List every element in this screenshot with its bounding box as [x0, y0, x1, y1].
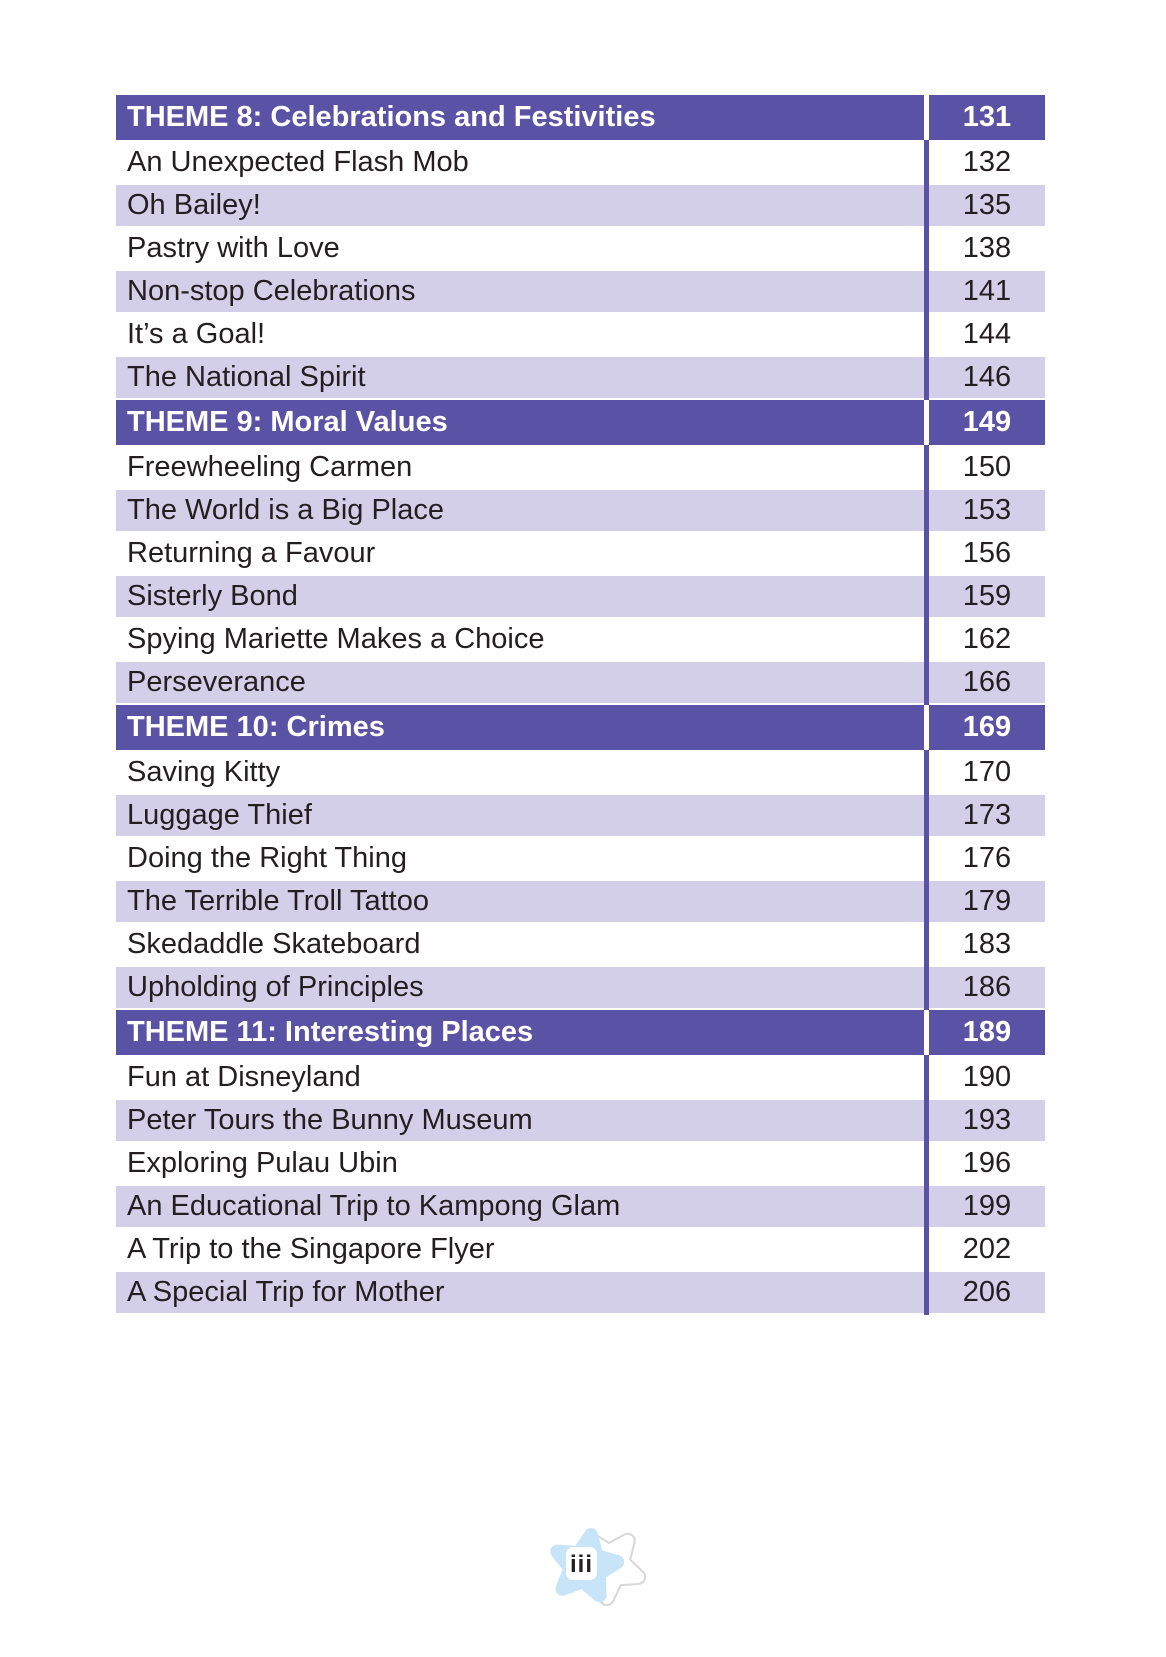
toc-entry-row — [116, 1143, 1045, 1184]
row-title-cell — [116, 1143, 924, 1184]
story-title: A Trip to the Singapore Flyer — [127, 1233, 495, 1265]
row-page-cell — [924, 447, 1045, 488]
story-title: Skedaddle Skateboard — [127, 928, 421, 960]
page-number: 166 — [962, 666, 1012, 698]
row-page-cell — [924, 400, 1045, 445]
page-number: 193 — [962, 1104, 1012, 1136]
toc-table — [116, 95, 1045, 1315]
toc-theme-row — [116, 1010, 1045, 1055]
row-title-cell — [116, 576, 924, 617]
toc-entry-row — [116, 662, 1045, 703]
page-number: 132 — [962, 146, 1012, 178]
page-number: 156 — [962, 537, 1012, 569]
story-title: Saving Kitty — [127, 756, 281, 788]
toc-entry-row — [116, 795, 1045, 836]
page-number: 135 — [962, 189, 1012, 221]
toc-entry-row — [116, 228, 1045, 269]
row-title-cell — [116, 357, 924, 398]
page-number: 199 — [962, 1190, 1012, 1222]
row-title-cell — [116, 95, 924, 140]
row-page-cell — [924, 1186, 1045, 1227]
story-title: Doing the Right Thing — [127, 842, 407, 874]
row-title-cell — [116, 924, 924, 965]
page-number: 173 — [962, 799, 1012, 831]
story-title: An Educational Trip to Kampong Glam — [127, 1190, 621, 1222]
story-title: Perseverance — [127, 666, 306, 698]
story-title: Exploring Pulau Ubin — [127, 1147, 398, 1179]
page-number: 189 — [962, 1016, 1012, 1048]
row-title-cell — [116, 662, 924, 703]
toc-entry-row — [116, 752, 1045, 793]
story-title: Upholding of Principles — [127, 971, 424, 1003]
row-title-cell — [116, 1100, 924, 1141]
row-page-cell — [924, 795, 1045, 836]
footer-star-badge — [498, 1482, 673, 1657]
toc-theme-row — [116, 400, 1045, 445]
row-title-cell — [116, 533, 924, 574]
row-title-cell — [116, 400, 924, 445]
story-title: Peter Tours the Bunny Museum — [127, 1104, 533, 1136]
story-title: Sisterly Bond — [127, 580, 298, 612]
row-page-cell — [924, 881, 1045, 922]
story-title: Returning a Favour — [127, 537, 376, 569]
row-title-cell — [116, 271, 924, 312]
page-number: 141 — [962, 275, 1012, 307]
story-title: Spying Mariette Makes a Choice — [127, 623, 545, 655]
toc-entry-row — [116, 490, 1045, 531]
row-page-cell — [924, 533, 1045, 574]
row-title-cell — [116, 228, 924, 269]
toc-entry-row — [116, 1100, 1045, 1141]
row-page-cell — [924, 142, 1045, 183]
theme-title: THEME 11: Interesting Places — [127, 1016, 534, 1048]
toc-theme-row — [116, 705, 1045, 750]
story-title: The National Spirit — [127, 361, 366, 393]
footer-page-number: iii — [569, 1551, 594, 1578]
page-number: 131 — [962, 101, 1012, 133]
row-title-cell — [116, 838, 924, 879]
row-title-cell — [116, 705, 924, 750]
row-title-cell — [116, 752, 924, 793]
row-page-cell — [924, 1010, 1045, 1055]
toc-entry-row — [116, 271, 1045, 312]
row-page-cell — [924, 228, 1045, 269]
page-number: 190 — [962, 1061, 1012, 1093]
row-page-cell — [924, 1143, 1045, 1184]
row-page-cell — [924, 1229, 1045, 1270]
row-page-cell — [924, 271, 1045, 312]
toc-entry-row — [116, 447, 1045, 488]
row-page-cell — [924, 185, 1045, 226]
story-title: Non-stop Celebrations — [127, 275, 416, 307]
row-title-cell — [116, 619, 924, 660]
theme-title: THEME 9: Moral Values — [127, 406, 448, 438]
row-page-cell — [924, 95, 1045, 140]
theme-title: THEME 8: Celebrations and Festivities — [127, 101, 656, 133]
page-number: 206 — [962, 1276, 1012, 1308]
row-title-cell — [116, 142, 924, 183]
page-number: 186 — [962, 971, 1012, 1003]
page-number: 170 — [962, 756, 1012, 788]
page-number: 162 — [962, 623, 1012, 655]
row-page-cell — [924, 838, 1045, 879]
story-title: A Special Trip for Mother — [127, 1276, 445, 1308]
toc-entry-row — [116, 1186, 1045, 1227]
row-title-cell — [116, 490, 924, 531]
story-title: An Unexpected Flash Mob — [127, 146, 469, 178]
row-title-cell — [116, 795, 924, 836]
page-number: 176 — [962, 842, 1012, 874]
row-page-cell — [924, 1057, 1045, 1098]
toc-entry-row — [116, 533, 1045, 574]
row-title-cell — [116, 1010, 924, 1055]
row-title-cell — [116, 1229, 924, 1270]
row-page-cell — [924, 662, 1045, 703]
toc-entry-row — [116, 967, 1045, 1008]
row-page-cell — [924, 924, 1045, 965]
page-number: 138 — [962, 232, 1012, 264]
toc-entry-row — [116, 924, 1045, 965]
page-number: 196 — [962, 1147, 1012, 1179]
toc-entry-row — [116, 314, 1045, 355]
page-number: 144 — [962, 318, 1012, 350]
page-number: 202 — [962, 1233, 1012, 1265]
toc-entry-row — [116, 142, 1045, 183]
row-title-cell — [116, 1186, 924, 1227]
toc-entry-row — [116, 838, 1045, 879]
theme-title: THEME 10: Crimes — [127, 711, 385, 743]
row-title-cell — [116, 1057, 924, 1098]
story-title: Pastry with Love — [127, 232, 340, 264]
story-title: Oh Bailey! — [127, 189, 261, 221]
page-number: 183 — [962, 928, 1012, 960]
page-number: 179 — [962, 885, 1012, 917]
toc-entry-row — [116, 1229, 1045, 1270]
page-number: 153 — [962, 494, 1012, 526]
story-title: Luggage Thief — [127, 799, 312, 831]
page-number: 149 — [962, 406, 1012, 438]
story-title: Freewheeling Carmen — [127, 451, 413, 483]
row-title-cell — [116, 314, 924, 355]
row-page-cell — [924, 490, 1045, 531]
story-title: The World is a Big Place — [127, 494, 444, 526]
row-page-cell — [924, 705, 1045, 750]
row-page-cell — [924, 1272, 1045, 1313]
row-page-cell — [924, 619, 1045, 660]
row-title-cell — [116, 447, 924, 488]
row-page-cell — [924, 1100, 1045, 1141]
story-title: It’s a Goal! — [127, 318, 266, 350]
row-page-cell — [924, 576, 1045, 617]
toc-entry-row — [116, 185, 1045, 226]
page-number: 150 — [962, 451, 1012, 483]
row-page-cell — [924, 357, 1045, 398]
row-title-cell — [116, 967, 924, 1008]
toc-theme-row — [116, 95, 1045, 140]
row-title-cell — [116, 185, 924, 226]
page-number: 146 — [962, 361, 1012, 393]
toc-entry-row — [116, 619, 1045, 660]
story-title: The Terrible Troll Tattoo — [127, 885, 429, 917]
story-title: Fun at Disneyland — [127, 1061, 361, 1093]
page-number: 159 — [962, 580, 1012, 612]
page-number: 169 — [962, 711, 1012, 743]
row-page-cell — [924, 314, 1045, 355]
row-page-cell — [924, 752, 1045, 793]
toc-entry-row — [116, 576, 1045, 617]
toc-entry-row — [116, 1272, 1045, 1313]
toc-entry-row — [116, 357, 1045, 398]
row-title-cell — [116, 1272, 924, 1313]
row-page-cell — [924, 967, 1045, 1008]
toc-entry-row — [116, 881, 1045, 922]
row-title-cell — [116, 881, 924, 922]
toc-entry-row — [116, 1057, 1045, 1098]
